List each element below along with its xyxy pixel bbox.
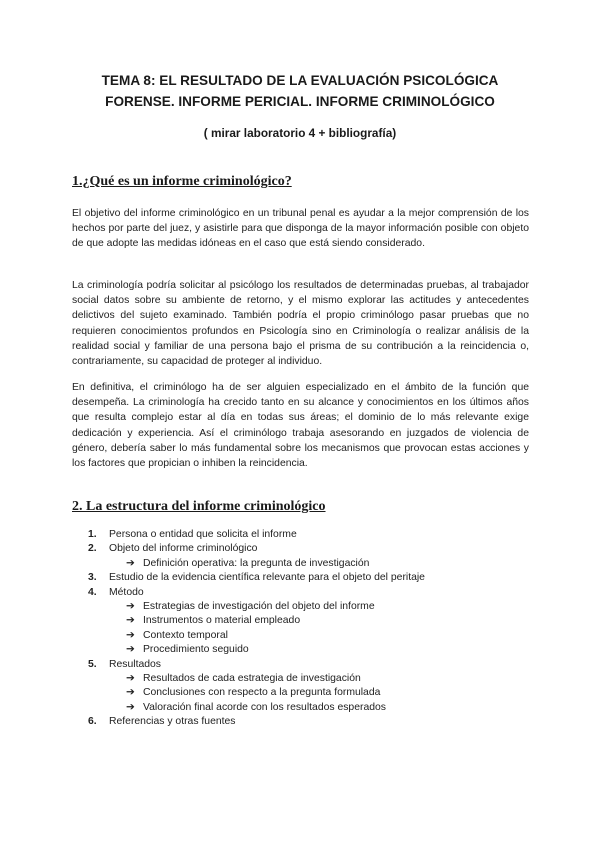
arrow-right-icon: ➔ bbox=[126, 644, 135, 656]
title-line-2: FORENSE. INFORME PERICIAL. INFORME CRIMINOLÓGICO bbox=[105, 94, 495, 109]
list-subitem bbox=[72, 557, 532, 571]
list-item-number: 2. bbox=[88, 543, 97, 555]
section-1-heading: 1.¿Qué es un informe criminológico? bbox=[72, 174, 292, 189]
list-item bbox=[72, 528, 532, 542]
list-subitem-text: Instrumentos o material empleado bbox=[143, 615, 301, 627]
list-item bbox=[72, 586, 532, 600]
document-title bbox=[60, 70, 540, 112]
title-line-1: TEMA 8: EL RESULTADO DE LA EVALUACIÓN PSICOLÓGICA bbox=[101, 73, 499, 88]
list-item-text: Referencias y otras fuentes bbox=[109, 716, 236, 728]
document-subtitle: ( mirar laboratorio 4 + bibliografía) bbox=[203, 126, 397, 140]
section-2-heading: 2. La estructura del informe criminológico bbox=[72, 499, 326, 514]
arrow-right-icon: ➔ bbox=[126, 687, 135, 699]
arrow-right-icon: ➔ bbox=[126, 629, 135, 641]
list-subitem bbox=[72, 672, 532, 686]
list-subitem-text: Procedimiento seguido bbox=[143, 644, 249, 656]
list-subitem-text: Conclusiones con respecto a la pregunta formulada bbox=[143, 687, 381, 699]
list-item-text: Resultados bbox=[109, 658, 161, 670]
list-item-number: 4. bbox=[88, 586, 97, 598]
list-item bbox=[72, 658, 532, 672]
list-item-text: Persona o entidad que solicita el informe bbox=[109, 529, 297, 540]
list-item-text: Estudio de la evidencia científica relevante para el objeto del peritaje bbox=[109, 572, 425, 584]
list-subitem bbox=[72, 629, 532, 643]
arrow-right-icon: ➔ bbox=[126, 701, 135, 713]
list-subitem bbox=[72, 643, 532, 657]
arrow-right-icon: ➔ bbox=[126, 615, 135, 627]
list-item-number: 1. bbox=[88, 529, 97, 540]
list-item-text: Método bbox=[109, 586, 144, 598]
list-subitem bbox=[72, 686, 532, 700]
section-1-paragraph-2: La criminología podría solicitar al psicólogo los resultados de determinadas pruebas, al trabajador social datos sobre su ambiente de retorno, y el mismo explorar las actitudes y antecedentes delictivos del sujeto examinado. También podría el propio criminólogo pasar pruebas que no requieren conocimientos profundos en Psicología sino en Criminología o realizar análisis de la realidad social y familiar de una persona bajo el prisma de su contribución a la reincidencia o, contrariamente, su capacidad de proteger al individuo. bbox=[72, 280, 529, 368]
section-1-paragraph-3: En definitiva, el criminólogo ha de ser alguien especializado en el ámbito de la función que desempeña. La criminología ha crecido tanto en su alcance y conocimientos en los últimos años que resulta complejo estar al día en todas sus áreas; el dominio de lo más relevante exige dedicación y experiencia. Así el criminólogo trabaja asesorando en juzgados de violencia de género, debería saber lo más fundamental sobre los mecanismos que provocan estas acciones y los factores que propician o inhiben la reincidencia. bbox=[72, 382, 529, 470]
list-subitem-text: Definición operativa: la pregunta de investigación bbox=[143, 557, 370, 569]
arrow-right-icon: ➔ bbox=[126, 672, 135, 684]
list-subitem-text: Resultados de cada estrategia de investigación bbox=[143, 672, 361, 684]
list-subitem-text: Estrategias de investigación del objeto del informe bbox=[143, 600, 375, 612]
list-item bbox=[72, 542, 532, 556]
arrow-right-icon: ➔ bbox=[126, 557, 135, 569]
list-item bbox=[72, 715, 532, 729]
list-item-number: 6. bbox=[88, 716, 97, 728]
list-subitem bbox=[72, 614, 532, 628]
list-item-number: 5. bbox=[88, 658, 97, 670]
section-1-paragraph-1: El objetivo del informe criminológico en un tribunal penal es ayudar a la mejor comprensión de los hechos por parte del juez, y asistirle para que disponga de la mayor información posible con objeto de que adopte las medidas idóneas en el caso que está siendo considerado. bbox=[72, 208, 529, 250]
list-subitem bbox=[72, 600, 532, 614]
list-subitem-text: Contexto temporal bbox=[143, 629, 228, 641]
structure-list bbox=[72, 528, 532, 729]
list-item-number: 3. bbox=[88, 572, 97, 584]
list-subitem-text: Valoración final acorde con los resultados esperados bbox=[143, 701, 386, 713]
arrow-right-icon: ➔ bbox=[126, 600, 135, 612]
list-subitem bbox=[72, 701, 532, 715]
list-item-text: Objeto del informe criminológico bbox=[109, 543, 258, 555]
list-item bbox=[72, 571, 532, 585]
